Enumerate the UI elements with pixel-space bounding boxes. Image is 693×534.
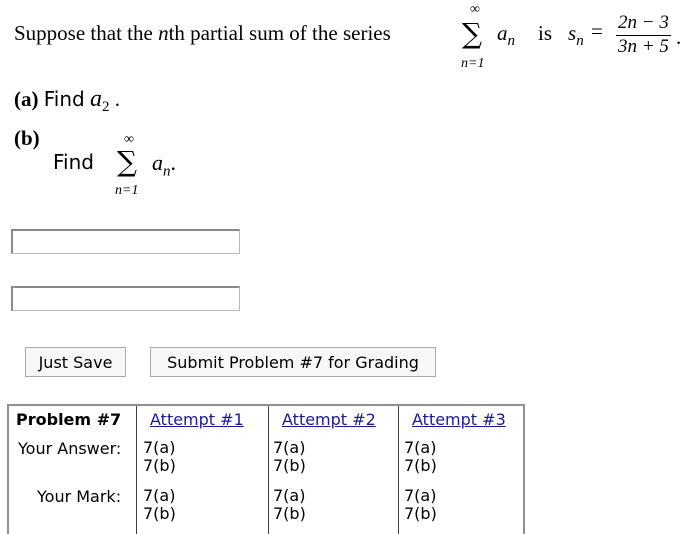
part-b-term-a: a: [152, 150, 163, 175]
part-a-period: .: [114, 87, 120, 111]
sum-lower-limit: n=1: [461, 56, 485, 71]
part-a-var: a: [89, 86, 102, 112]
column-divider: [268, 406, 269, 534]
answer-attempt-1-b: 7(b): [143, 456, 176, 475]
mark-attempt-3-a: 7(a): [404, 486, 437, 505]
attempt-2-link[interactable]: Attempt #2: [282, 410, 376, 429]
answer-a-input[interactable]: [11, 229, 240, 254]
answer-attempt-3: [404, 439, 437, 475]
answer-attempt-1-a: 7(a): [143, 438, 176, 457]
just-save-button[interactable]: Just Save: [25, 347, 126, 377]
part-b-term-sub: n: [163, 163, 171, 180]
mark-attempt-3-b: 7(b): [404, 504, 437, 523]
series-term: [497, 21, 515, 50]
part-b-sum-lower: n=1: [115, 183, 139, 198]
mark-attempt-3: [404, 487, 437, 523]
answer-attempt-2-b: 7(b): [273, 456, 306, 475]
part-b-find: Find: [53, 150, 94, 174]
s-sub: n: [576, 33, 584, 50]
answer-b-input[interactable]: [11, 286, 240, 311]
sum-upper-limit: ∞: [470, 2, 480, 17]
column-divider: [136, 406, 137, 534]
is-word: is: [538, 21, 553, 45]
mark-attempt-2-a: 7(a): [273, 486, 306, 505]
your-mark-label: Your Mark:: [37, 487, 122, 506]
answer-attempt-3-b: 7(b): [404, 456, 437, 475]
answer-attempt-3-a: 7(a): [404, 438, 437, 457]
part-a-find: Find: [43, 87, 85, 111]
term-a: a: [497, 21, 508, 45]
term-sub: n: [507, 33, 515, 50]
attempt-1-link[interactable]: Attempt #1: [150, 410, 244, 429]
n-variable: n: [158, 21, 169, 45]
mark-attempt-2: [273, 487, 306, 523]
intro-text: Suppose that the: [14, 21, 153, 45]
part-a-sub: 2: [101, 99, 110, 116]
your-answer-label: Your Answer:: [18, 439, 122, 458]
column-divider: [398, 406, 399, 534]
part-a: [14, 86, 120, 116]
fraction-numerator: 2n − 3: [618, 12, 669, 33]
fraction-period: .: [676, 25, 682, 49]
problem-statement: [14, 21, 391, 46]
attempts-table: [7, 404, 525, 534]
answer-attempt-1: [143, 439, 176, 475]
part-b-sigma: ∑: [117, 145, 137, 178]
fraction-denominator: 3n + 5: [618, 36, 669, 57]
mark-attempt-2-b: 7(b): [273, 504, 306, 523]
answer-attempt-2: [273, 439, 306, 475]
submit-grading-button[interactable]: Submit Problem #7 for Grading: [150, 347, 436, 377]
part-b-sum-upper: ∞: [124, 132, 134, 147]
equals-sign: =: [591, 19, 603, 43]
answer-attempt-2-a: 7(a): [273, 438, 306, 457]
part-b-period: .: [170, 150, 176, 175]
mark-attempt-1-b: 7(b): [143, 504, 176, 523]
sigma-symbol: ∑: [462, 17, 482, 50]
part-b-term: [152, 150, 176, 180]
attempt-3-link[interactable]: Attempt #3: [412, 410, 506, 429]
partial-sum-var: [568, 21, 584, 50]
part-a-label: (a): [14, 87, 39, 111]
mark-attempt-1-a: 7(a): [143, 486, 176, 505]
part-b-label: (b): [14, 126, 40, 150]
mark-attempt-1: [143, 487, 176, 523]
intro-th-text: th partial sum of the series: [168, 21, 391, 45]
s-var: s: [568, 21, 577, 45]
header-problem: Problem #7: [16, 410, 122, 429]
